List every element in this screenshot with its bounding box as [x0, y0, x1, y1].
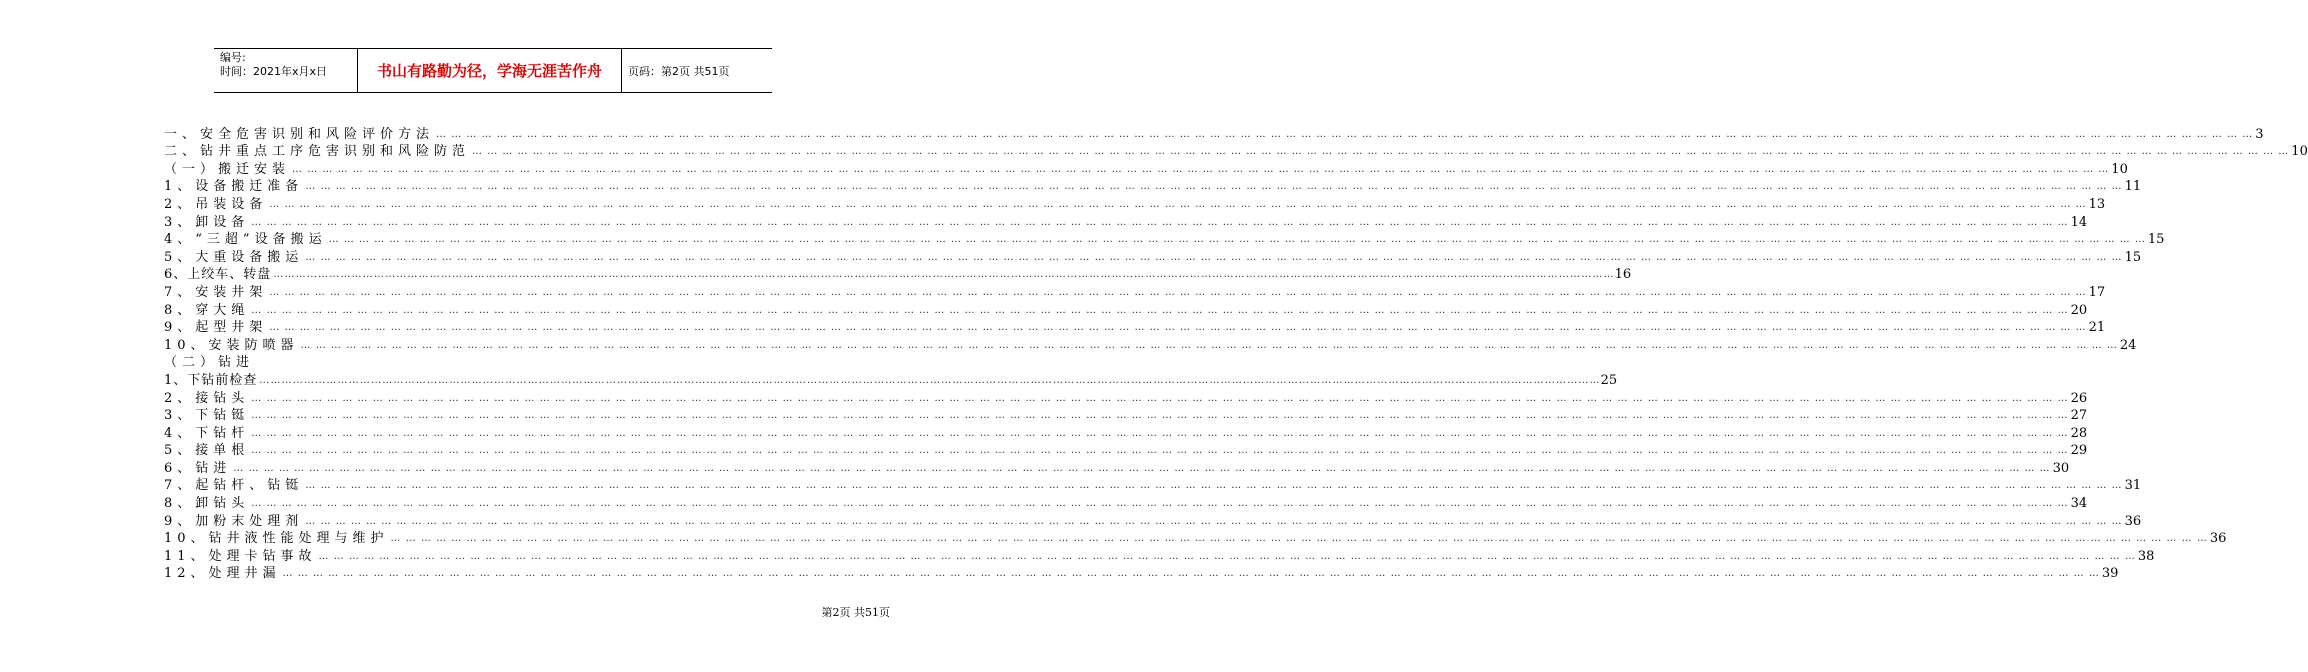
toc-dot-leader: … … … … … … … … … … … … … … … … … … … … … … … … … … … … … … … … … … … … … … … … … … … … … … … … … … … … … … … … … … … … … … … … … … … … … … … … … … … … … … … … … … … … … … … … … … … … … … … … … … … … … … … … … … … … … … … … … … … … … … … … — [251, 410, 2069, 422]
toc-dot-leader: … … … … … … … … … … … … … … … … … … … … … … … … … … … … … … … … … … … … … … … … … … … … … … … … … … … … … … … … … … … … … … … … … … … … … … … … … … … … … … … … … … … … … … … … … … … … … … … … … … … … … … … … … … … … … … … … … … … … … … … … — [233, 462, 2051, 474]
toc-entry[interactable] — [164, 476, 2142, 494]
toc-entry[interactable] — [164, 406, 2088, 424]
toc-entry[interactable] — [164, 353, 888, 371]
toc-dot-leader: … … … … … … … … … … … … … … … … … … … … … … … … … … … … … … … … … … … … … … … … … … … … … … … … … … … … … … … … … … … … … … … … … … … … … … … … … … … … … … … … … … … … … … … … … … … … … … … … … … … … … … … … … … … … … … … … … … … … … … … … — [251, 498, 2069, 510]
toc-page-number: 15 — [2124, 249, 2142, 265]
toc-page-number: 11 — [2124, 179, 2142, 195]
toc-dot-leader: … … … … … … … … … … … … … … … … … … … … … … … … … … … … … … … … … … … … … … … … … … … … … … … … … … … … … … … … … … … … … … … … … … … … … … … … … … … … … … … … … … … … … … … … … … … … … … … … … … … … … … … … … … … … … … … … … … … … … … … … — [318, 550, 2136, 562]
toc-entry-title: 5、大重设备搬运 — [164, 249, 304, 265]
toc-entry-title: 二、钻井重点工序危害识别和风险防范 — [164, 144, 471, 160]
toc-entry-title: 5、接单根 — [164, 443, 250, 459]
toc-entry-title: 11、处理卡钻事故 — [164, 548, 317, 564]
toc-dot-leader: … … … … … … … … … … … … … … … … … … … … … … … … … … … … … … … … … … … … … … … … … … … … … … … … … … … … … … … … … … … … … … … … … … … … … … … … … … … … … … … … … … … … … … … … … … … … … … … … … … … … … … … … … … … … … … … … … … … … … … … … — [328, 234, 2146, 246]
toc-entry[interactable] — [164, 546, 2155, 564]
toc-entry-title: 8、穿大绳 — [164, 302, 250, 318]
toc-page-number: 34 — [2070, 496, 2088, 512]
toc-page-number: 10 — [2291, 144, 2308, 160]
toc-entry-title: 一、安全危害识别和风险评价方法 — [164, 126, 435, 142]
toc-entry[interactable] — [164, 564, 2119, 582]
toc-entry[interactable] — [164, 265, 1632, 283]
toc-dot-leader: … … … … … … … … … … … … … … … … … … … … … … … … … … … … … … … … … … … … … … … … … … … … … … … … … … … … … … … … … … … … … … … … … … … … … … … … … … … … … … … … … … … … … … … … … … … … … … … … … … … … … … … … … … … … … … … … … … … … … … … … — [251, 392, 2069, 404]
toc-entry[interactable] — [164, 458, 2070, 476]
toc-entry-title: 3、下钻铤 — [164, 408, 250, 424]
toc-page-number: 20 — [2070, 302, 2088, 318]
toc-dot-leader: … … … … … … … … … … … … … … … … … … … … … … … … … … … … … … … … … … … … … … … … … … … … … … … … … … … … … … … … … … … … … … … … … … … … … … … … … … … … … … … … … … … … … … … … … … … … … … … … … … … … … … … … … … … … … … … … … … … … … … … … — [292, 163, 2110, 175]
toc-entry-title: 3、卸设备 — [164, 214, 250, 230]
toc-entry[interactable] — [164, 194, 2106, 212]
toc-entry-title: 2、吊装设备 — [164, 196, 268, 212]
toc-dot-leader: … … … … … … … … … … … … … … … … … … … … … … … … … … … … … … … … … … … … … … … … … … … … … … … … … … … … … … … … … … … … … … … … … … … … … … … … … … … … … … … … … … … … … … … … … … … … … … … … … … … … … … … … … … … … … … … … … … … … … … … … — [269, 286, 2087, 298]
toc-page-number: 25 — [1600, 372, 1618, 388]
toc-dot-leader: … … … … … … … … … … … … … … … … … … … … … … … … … … … … … … … … … … … … … … … … … … … … … … … … … … … … … … … … … … … … … … … … … … … … … … … … … … … … … … … … … … … … … … … … … … … … … … … … … … … … … … … … … … … … … … … … … … … … … … … … — [259, 374, 1599, 386]
toc-page-number: 17 — [2088, 284, 2106, 300]
toc-dot-leader: … … … … … … … … … … … … … … … … … … … … … … … … … … … … … … … … … … … … … … … … … … … … … … … … … … … … … … … … … … … … … … … … … … … … … … … … … … … … … … … … … … … … … … … … … … … … … … … … … … … … … … … … … … … … … … … … … … … … … … … … — [282, 568, 2100, 580]
time-label: 时间：2021年x月x日 — [220, 65, 328, 78]
toc-entry-title: 4、下钻杆 — [164, 425, 250, 441]
toc-entry-title: 1、下钻前检查 — [164, 372, 258, 388]
header-meta — [214, 49, 358, 92]
toc-dot-leader: … … … … … … … … … … … … … … … … … … … … … … … … … … … … … … … … … … … … … … … … … … … … … … … … … … … … … … … … … … … … … … … … … … … … … … … … … … … … … … … … … … … … … … … … … … … … … … … … … … … … … … … … … … … … … … … … … … … … … … … … — [436, 128, 2254, 140]
table-of-contents — [164, 124, 2308, 582]
toc-dot-leader: … … … … … … … … … … … … … … … … … … … … … … … … … … … … … … … … … … … … … … … … … … … … … … … … … … … … … … … … … … … … … … … … … … … … … … … … … … … … … … … … … … … … … … … … … … … … … … … … … … … … … … … … … … … … … … … … … … … … … … … … — [305, 480, 2123, 492]
toc-entry-title: 7、起钻杆、钻铤 — [164, 478, 304, 494]
toc-entry[interactable] — [164, 370, 1618, 388]
page-footer: 第2页 共51页 — [821, 606, 890, 619]
toc-dot-leader: … … … … … … … … … … … … … … … … … … … … … … … … … … … … … … … … … … … … … … … … … … … … … … … … … … … … … … … … … … … … … … … … … … … … … … … … … … … … … … … … … … … … … … … … … … … … … … … … … … … … … … … … … … … … … … … … … … … … … … … … — [273, 269, 1613, 281]
toc-page-number: 26 — [2070, 390, 2088, 406]
toc-entry-title: 4、“三超”设备搬运 — [164, 232, 327, 248]
toc-page-number: 36 — [2124, 513, 2142, 529]
toc-dot-leader: … … … … … … … … … … … … … … … … … … … … … … … … … … … … … … … … … … … … … … … … … … … … … … … … … … … … … … … … … … … … … … … … … … … … … … … … … … … … … … … … … … … … … … … … … … … … … … … … … … … … … … … … … … … … … … … … … … … … … … … … — [269, 198, 2087, 210]
toc-page-number: 24 — [2119, 337, 2137, 353]
toc-entry-title: 2、接钻头 — [164, 390, 250, 406]
toc-entry-title: 9、加粉末处理剂 — [164, 513, 304, 529]
toc-entry[interactable] — [164, 124, 2264, 142]
toc-entry[interactable] — [164, 529, 2227, 547]
toc-page-number: 38 — [2137, 548, 2155, 564]
toc-entry-title: 6、上绞车、转盘 — [164, 267, 272, 283]
number-label: 编号: — [220, 51, 246, 64]
toc-entry[interactable] — [164, 388, 2088, 406]
toc-dot-leader: … … … … … … … … … … … … … … … … … … … … … … … … … … … … … … … … … … … … … … … … … … … … … … … … … … … … … … … … … … … … … … … … … … … … … … … … … … … … … … … … … … … … … … … … … … … … … … … … … … … … … … … … … … … … … … … … … … … … … … … … — [251, 427, 2069, 439]
toc-page-number: 14 — [2070, 214, 2088, 230]
toc-page-number: 28 — [2070, 425, 2088, 441]
toc-page-number: 27 — [2070, 408, 2088, 424]
toc-page-number: 13 — [2088, 196, 2106, 212]
toc-dot-leader: … … … … … … … … … … … … … … … … … … … … … … … … … … … … … … … … … … … … … … … … … … … … … … … … … … … … … … … … … … … … … … … … … … … … … … … … … … … … … … … … … … … … … … … … … … … … … … … … … … … … … … … … … … … … … … … … … … … … … … … … — [472, 146, 2290, 158]
toc-entry[interactable] — [164, 282, 2106, 300]
toc-entry-title: 6、钻进 — [164, 460, 232, 476]
toc-dot-leader: … … … … … … … … … … … … … … … … … … … … … … … … … … … … … … … … … … … … … … … … … … … … … … … … … … … … … … … … … … … … … … … … … … … … … … … … … … … … … … … … … … … … … … … … … … … … … … … … … … … … … … … … … … … … … … … … … … … … … … … … — [251, 445, 2069, 457]
toc-dot-leader: … … … … … … … … … … … … … … … … … … … … … … … … … … … … … … … … … … … … … … … … … … … … … … … … … … … … … … … … … … … … … … … … … … … … … … … … … … … … … … … … … … … … … … … … … … … … … … … … … … … … … … … … … … … … … … … … … … … … … … … … — [305, 181, 2123, 193]
toc-page-number: 15 — [2147, 232, 2165, 248]
toc-entry[interactable] — [164, 511, 2142, 529]
toc-entry-title: 1、设备搬迁准备 — [164, 179, 304, 195]
toc-entry[interactable] — [164, 212, 2088, 230]
header-motto: 书山有路勤为径，学海无涯苦作舟 — [358, 49, 622, 92]
toc-page-number: 30 — [2052, 460, 2070, 476]
toc-entry[interactable] — [164, 142, 2308, 160]
toc-entry-title: 12、处理井漏 — [164, 566, 281, 582]
toc-entry[interactable] — [164, 159, 2128, 177]
toc-page-number: 31 — [2124, 478, 2142, 494]
toc-entry-title: （二）钻进 — [164, 355, 255, 371]
toc-entry[interactable] — [164, 177, 2142, 195]
toc-entry[interactable] — [164, 300, 2088, 318]
toc-dot-leader: … … … … … … … … … … … … … … … … … … … … … … … … … … … … … … … … … … … … … … … … … … … … … … … … … … … … … … … … … … … … … … … … … … … … … … … … … … … … … … … … … … … … … … … … … … … … … … … … … … … … … … … … … … … … … … … … … … … … … … … … — [251, 304, 2069, 316]
toc-entry[interactable] — [164, 247, 2142, 265]
toc-entry[interactable] — [164, 493, 2088, 512]
toc-entry-title: （一）搬迁安装 — [164, 161, 291, 177]
toc-dot-leader: … … … … … … … … … … … … … … … … … … … … … … … … … … … … … … … … … … … … … … … … … … … … … … … … … … … … … … … … … … … … … … … … … … … … … … … … … … … … … … … … … … … … … … … … … … … … … … … … … … … … … … … … … … … … … … … … … … … … … … … … — [305, 515, 2123, 527]
page-header — [214, 48, 772, 93]
toc-entry[interactable] — [164, 441, 2088, 459]
toc-entry-title: 7、安装井架 — [164, 284, 268, 300]
toc-entry-title: 9、起型井架 — [164, 320, 268, 336]
toc-page-number: 3 — [2255, 126, 2264, 142]
toc-dot-leader: … … … … … … … … … … … … … … … … … … … … … … … … … … … … … … … … … … … … … … … … … … … … … … … … … … … … … … … … … … … … … … … … … … … … … … … … … … … … … … … … … … … … … … … … … … … … … … … … … … … … … … … … … … … … … … … … … … … … … … … … — [390, 533, 2208, 545]
header-page-info: 页码：第2页 共51页 — [628, 64, 730, 78]
toc-entry[interactable] — [164, 423, 2088, 441]
toc-page-number: 29 — [2070, 443, 2088, 459]
toc-page-number: 39 — [2101, 566, 2119, 582]
toc-entry[interactable] — [164, 335, 2137, 353]
toc-entry-title: 8、卸钻头 — [164, 496, 250, 512]
toc-dot-leader: … … … … … … … … … … … … … … … … … … … … … … … … … … … … … … … … … … … … … … … … … … … … … … … … … … … … … … … … … … … … … … … … … … … … … … … … … … … … … … … … … … … … … … … … … … … … … … … … … … … … … … … … … … … … … … … … … … … … … … … … — [305, 251, 2123, 263]
toc-page-number: 21 — [2088, 320, 2106, 336]
toc-entry-title: 10、钻井液性能处理与维护 — [164, 531, 389, 547]
toc-page-number: 16 — [1614, 267, 1632, 283]
toc-entry-title: 10、安装防喷器 — [164, 337, 299, 353]
toc-entry[interactable] — [164, 318, 2106, 336]
toc-dot-leader: … … … … … … … … … … … … … … … … … … … … … … … … … … … … … … … … … … … … … … … … … … … … … … … … … … … … … … … … … … … … … … … … … … … … … … … … … … … … … … … … … … … … … … … … … … … … … … … … … … … … … … … … … … … … … … … … … … … … … … … … — [300, 339, 2118, 351]
toc-entry[interactable] — [164, 230, 2165, 248]
toc-dot-leader: … … … … … … … … … … … … … … … … … … … … … … … … … … … … … … … … … … … … … … … … … … … … … … … … … … … … … … … … … … … … … … … … … … … … … … … … … … … … … … … … … … … … … … … … … … … … … … … … … … … … … … … … … … … … … … … … … … … … … … … … — [269, 322, 2087, 334]
toc-dot-leader: … … … … … … … … … … … … … … … … … … … … … … … … … … … … … … … … … … … … … … … … … … … … … … … … … … … … … … … … … … … … … … … … … … … … … … … … … … … … … … … … … … … … … … … … … … … … … … … … … … … … … … … … … … … … … … … … … … … … … … … … — [251, 216, 2069, 228]
toc-page-number: 36 — [2209, 531, 2227, 547]
toc-page-number: 10 — [2111, 161, 2128, 177]
